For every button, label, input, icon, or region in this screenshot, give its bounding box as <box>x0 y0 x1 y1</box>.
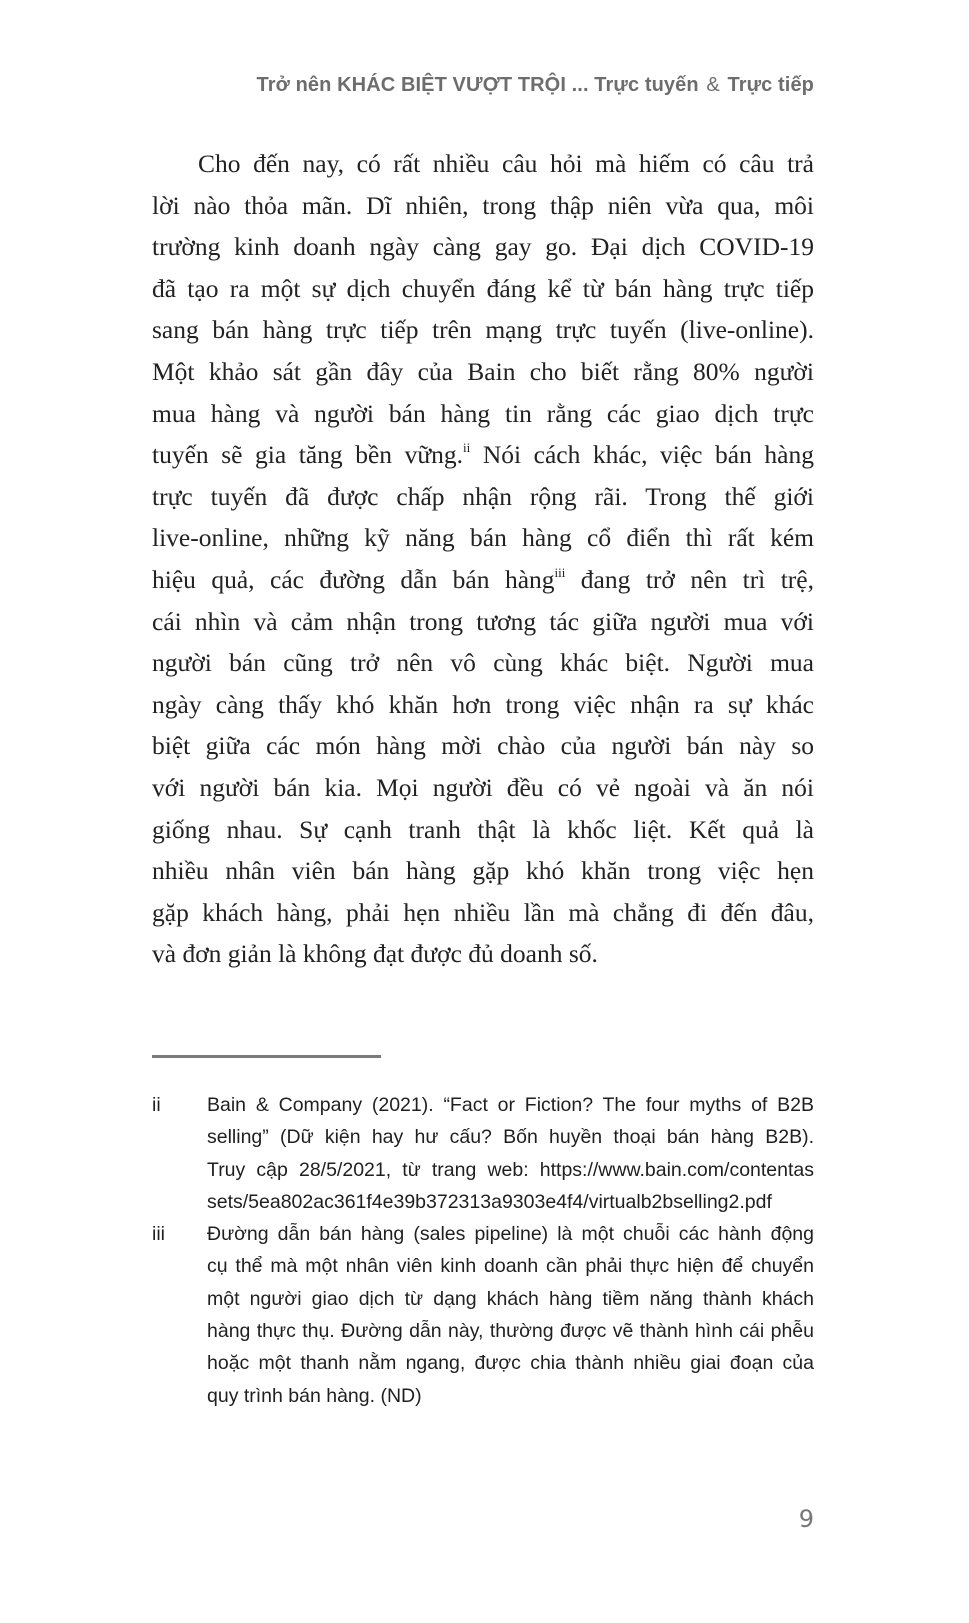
body-line: gặp khách hàng, phải hẹn nhiều lần mà chẳng đi đến đâu, <box>152 897 814 927</box>
footnote-line: một người giao dịch từ dạng khách hàng tiềm năng thành khách <box>207 1287 814 1310</box>
body-line: Một khảo sát gần đây của Bain cho biết rằng 80% người <box>152 356 814 386</box>
body-line: lời nào thỏa mãn. Dĩ nhiên, trong thập niên vừa qua, môi <box>152 190 814 220</box>
body-line: với người bán kia. Mọi người đều có vẻ ngoài và ăn nói <box>152 772 814 802</box>
body-line: sang bán hàng trực tiếp trên mạng trực tuyến (live-online). <box>152 315 814 345</box>
body-line-with-footnote-ref <box>152 434 814 476</box>
footnote-ref-ii[interactable]: ii <box>463 440 471 456</box>
footnote-marker: iii <box>152 1223 165 1246</box>
footnote-url-line[interactable]: sets/5ea802ac361f4e39b372313a9303e4f4/virtualb2bselling2.pdf <box>207 1190 772 1213</box>
body-line: ngày càng thấy khó khăn hơn trong việc nhận ra sự khác <box>152 689 814 719</box>
header-title-part1: Trở nên KHÁC BIỆT VƯỢT TRỘI ... Trực tuyến <box>256 74 699 96</box>
footnote-line: Đường dẫn bán hàng (sales pipeline) là một chuỗi các hành động <box>207 1223 814 1246</box>
footnote-line: cụ thể mà một nhân viên kinh doanh cần phải thực hiện để chuyển <box>207 1255 814 1278</box>
body-line: nhiều nhân viên bán hàng gặp khó khăn trong việc hẹn <box>152 856 814 886</box>
footnote-ii <box>152 1089 814 1218</box>
footnotes-section <box>152 1089 814 1412</box>
footnote-line: hoặc một thanh nằm ngang, được chia thành nhiều giai đoạn của <box>207 1352 814 1375</box>
body-line: Cho đến nay, có rất nhiều câu hỏi mà hiếm có câu trả <box>198 149 814 178</box>
footnote-iii <box>152 1218 814 1412</box>
body-line: giống nhau. Sự cạnh tranh thật là khốc liệt. Kết quả là <box>152 814 814 844</box>
body-line: người bán cũng trở nên vô cùng khác biệt. Người mua <box>152 648 814 678</box>
body-line: cái nhìn và cảm nhận trong tương tác giữa người mua với <box>152 606 814 636</box>
body-line: mua hàng và người bán hàng tin rằng các giao dịch trực <box>152 398 814 428</box>
body-text-segment: đang trở nên trì trệ, <box>565 564 814 594</box>
running-header <box>257 74 814 97</box>
header-title-part2: Trực tiếp <box>727 74 814 96</box>
footnote-line: selling” (Dữ kiện hay hư cấu? Bốn huyền thoại bán hàng B2B). <box>207 1126 814 1149</box>
body-paragraph <box>152 143 814 975</box>
body-line: biệt giữa các món hàng mời chào của người bán này so <box>152 731 814 761</box>
footnote-divider <box>152 1055 381 1058</box>
body-line-with-footnote-ref <box>152 559 814 601</box>
footnote-url-line[interactable]: Truy cập 28/5/2021, từ trang web: https://www.bain.com/contentas <box>207 1158 814 1181</box>
footnote-line: hàng thực thụ. Đường dẫn này, thường được vẽ thành hình cái phễu <box>207 1320 814 1343</box>
body-text-segment: hiệu quả, các đường dẫn bán hàng <box>152 564 555 594</box>
body-line: trường kinh doanh ngày càng gay go. Đại dịch COVID-19 <box>152 232 814 262</box>
footnote-ref-iii[interactable]: iii <box>554 564 566 580</box>
footnote-line: Bain & Company (2021). “Fact or Fiction? The four myths of B2B <box>207 1094 814 1116</box>
footnote-line: quy trình bán hàng. (ND) <box>207 1384 422 1407</box>
header-ampersand: & <box>706 74 720 96</box>
body-line: trực tuyến đã được chấp nhận rộng rãi. Trong thế giới <box>152 481 814 511</box>
footnote-marker: ii <box>152 1094 161 1116</box>
body-line: và đơn giản là không đạt được đủ doanh số. <box>152 939 598 969</box>
page-number: 9 <box>798 1505 814 1533</box>
body-text-segment: Nói cách khác, việc bán hàng <box>470 440 814 470</box>
body-line: live-online, những kỹ năng bán hàng cổ điển thì rất kém <box>152 523 814 553</box>
body-text-segment: tuyến sẽ gia tăng bền vững. <box>152 440 464 470</box>
body-line: đã tạo ra một sự dịch chuyển đáng kể từ bán hàng trực tiếp <box>152 273 814 303</box>
